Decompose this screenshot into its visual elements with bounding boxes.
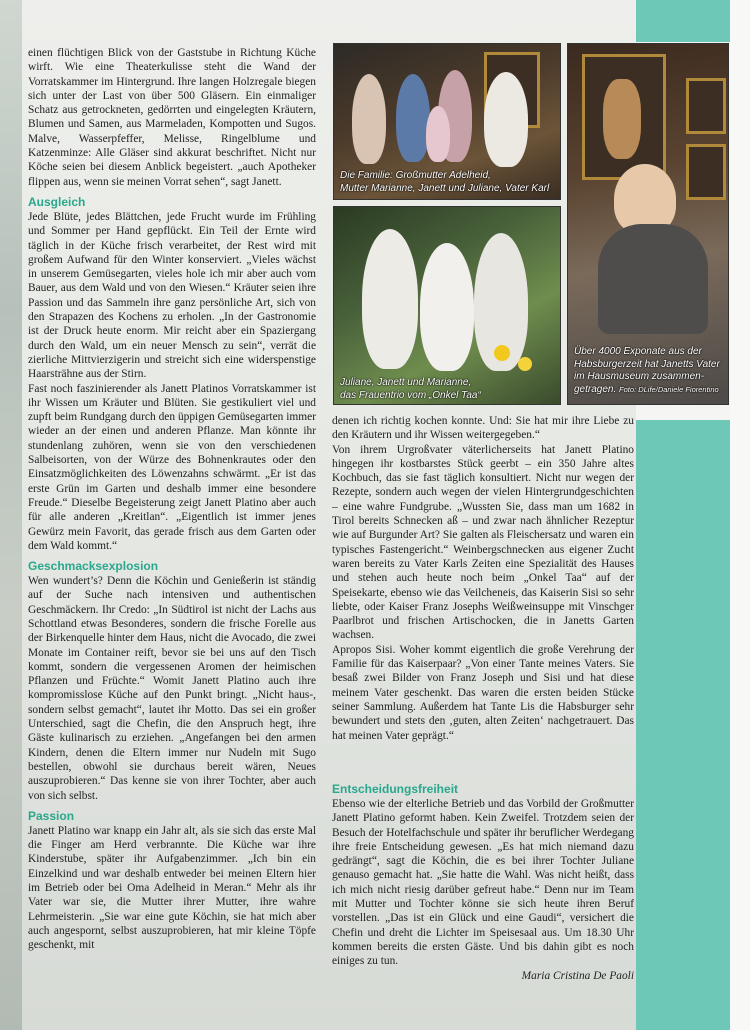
background-left-strip (0, 0, 22, 1030)
caption-line: im Hausmuseum zusammen- (574, 371, 705, 382)
paragraph: Janett Platino war knapp ein Jahr alt, als sie sich das erste Mal die Finger am Herd verbrannte. Die Küche war ihre Kinderstube, später ihr Aufgabenzimmer. „Ich bin ein Einzelkind und war deshalb entweder bei meinen Eltern hier im Betrieb oder bei Oma Adelheid in Meran.“ Mehr als ihr Vater war sie, die Mutter ihrer Mutter, ihre wahre Lehrmeisterin. „Sie war eine gute Köchin, sie hat mich aber auch angespornt, selbst auszuprobieren, hat mir kleine Töpfe geschenkt, mit (28, 824, 316, 952)
caption-line: Juliane, Janett und Marianne, (340, 377, 472, 388)
paragraph: Apropos Sisi. Woher kommt eigentlich die große Verehrung der Familie für das Kaiserpaar? „Von einer Tante meines Vaters. Sie besaß zwei Bilder von Franz Joseph und Sisi und hat diese meinem Vater geschenkt. Das waren die ersten beiden Stücke seiner Sammlung. Außerdem hat Tante Lis die Habsburger sehr bewundert und stets den ‚guten, alten Zeiten‘ nachgetrauert. Das hat meinen Vater geprägt.“ (332, 643, 634, 742)
author-byline: Maria Cristina De Paoli (521, 969, 634, 982)
article-column-left (28, 46, 316, 953)
picture-frame (686, 78, 726, 134)
accent-bar-top (636, 0, 730, 42)
paragraph: Wen wundert’s? Denn die Köchin und Genießerin ist ständig auf der Suche nach intensiven und authentischen Geschmäckern. Ihr Credo: „In Südtirol ist nicht der Lachs aus Schottland etwas Besonderes, sondern die frische Forelle aus der Birkenquelle hinter dem Haus, nicht die Avocado, die zwei Monate im Container reift, bevor sie bei uns auf den Tisch kommt, sondern die vergessenen Aromen der heimischen Pflanzen und Früchte.“ Womit Janett Platino auch ihre kompromisslose Küche auf den Punkt bringt. „Nicht haus-, sondern selbst gemacht“, lautet ihr Motto. Das sei ein großer Unterschied, sagt die Chefin, die den Anspruch hegt, ihre Gäste kulinarisch zu erziehen. „Angefangen bei den armen Kindern, denen die Eltern immer nur Nudeln mit Sugo bestellen, obwohl sie durchaus bereit wären, Neues auszuprobieren.“ Das kenne sie von ihrer Tochter, aber auch von sich selbst. (28, 575, 316, 802)
person-figure (396, 74, 430, 162)
caption-line: Über 4000 Exponate aus der (574, 346, 702, 357)
caption-line: Mutter Marianne, Janett und Juliane, Vater Karl (340, 182, 550, 194)
picture-frame (686, 144, 726, 200)
section-heading-geschmacksexplosion: Geschmacksexplosion (28, 559, 159, 574)
photo-trio (333, 206, 561, 405)
person-figure (362, 229, 418, 369)
accent-bar-side (636, 420, 730, 1030)
photo-caption-janett (574, 346, 720, 396)
person-figure (420, 243, 474, 371)
person-figure (352, 74, 386, 164)
photo-janett (567, 43, 729, 405)
article-column-right-lower (332, 782, 634, 983)
paragraph: Fast noch faszinierender als Janett Platinos Vorratskammer ist ihr Wissen um Kräuter und Blüten. Sie gestikuliert viel und zupft beim Rundgang durch den üppigen Gemüsegarten immer wieder an der einen und anderen Pflanze. Man könnte ihr stundenlang zuhören, wenn sie von den verschiedenen Salbeisorten, von der Würze des Bohnenkrautes oder den Einsatzmöglichkeiten des Löwenzahns schwärmt. „Er ist das erste Grün im Garten und deshalb immer eine besondere Freude.“ Dieselbe Begeisterung zeigt Janett Platino aber auch für alle anderen „Kreitlan“. „Eigentlich ist immer jenes Gewürz mein Favorit, das gerade frisch aus dem Garten oder dem Wald kommt.“ (28, 382, 316, 552)
paragraph: Von ihrem Urgroßvater väterlicherseits hat Janett Platino hingegen ihr kostbarstes Stück geerbt – ein 350 Jahre altes Kochbuch, das sie fast täglich konsultiert. Nicht nur wegen der Rezepte, sondern auch wegen der vielen Hintergrundgeschichten – eine wahre Fundgrube. „Wussten Sie, dass man um 1682 in Tirol bereits Schnecken aß – und zwar nach ähnlicher Rezeptur wie auf Burgunder Art? Sie galten als Fleischersatz und waren ein typisches Fastengericht.“ Weinbergschnecken aus eigener Zucht waren bereits zu Vater Karls Zeiten eine Spezialität des Hauses und stehen auch heute noch beim „Onkel Taa“ auf der Speisekarte, ebenso wie das Veilcheneis, das Kaiserin Sisi so sehr liebte, oder Kaiser Franz Josephs Weißweinsuppe mit Vinschger Paarlbrot und frischen Artischocken, die in Janetts Garten wachsen. (332, 443, 634, 642)
photo-credit: Foto: DLife/Daniele Fiorentino (619, 384, 719, 394)
photo-caption-family (340, 170, 549, 195)
paragraph: einen flüchtigen Blick von der Gaststube in Richtung Küche wirft. Wie eine Theaterkulisse steht die Wand der Vorratskammer im Hintergrund. Ihre langen Holzregale biegen sich unter der Last von über 500 Gläsern. Ein einmaliger Schatz aus getrockneten, gedörrten und eingelegten Kräutern, Blumen und Samen, aus Marmeladen, Kompotten und Sugos. Malve, Wasserpfeffer, Melisse, Ringelblume und Katzenminze: Alle Gläser sind akkurat beschriftet. Nicht nur Köche seien bei diesem Anblick begeistert. „auch Apotheker flippen aus, wenn sie meinen Vorrat sehen“, sagt Janett. (28, 47, 316, 188)
section-heading-passion: Passion (28, 808, 75, 823)
person-figure (426, 106, 450, 162)
paragraph: Ebenso wie der elterliche Betrieb und das Vorbild der Großmutter Janett Platino geformt haben. Kein Zweifel. Trotzdem seien der Besuch der Hotelfachschule und später ihr beruflicher Werdegang ihre freie Entscheidung gewesen. „Es hat mich niemand dazu gedrängt“, sagt die Köchin, die es bei ihrer Tochter Juliane genauso gemacht hat. „Sie hatte die Wahl. Was nicht heißt, dass ich mich nicht riesig darüber gefreut habe.“ Denn nur im Team mit Mutter und Tochter könne sie sich heute ihren Beruf vorstellen. „Das ist ein Glück und eine Gaudi“, versichert die Chefin und dreht die Lichter im Speisesaal aus. Um 18.30 Uhr kommen bereits die ersten Gäste. Und bis dahin gibt es noch einiges zu tun. (332, 798, 634, 968)
person-figure (598, 224, 708, 334)
page-edge (730, 0, 750, 1030)
caption-line: das Frauentrio vom „Onkel Taa“ (340, 389, 481, 401)
article-column-right-upper (332, 414, 634, 743)
caption-line: Die Familie: Großmutter Adelheid, (340, 170, 491, 181)
person-figure (484, 72, 528, 167)
portrait-frame (582, 54, 666, 180)
photo-caption-trio (340, 377, 481, 402)
caption-line-end: getragen. (574, 383, 617, 395)
caption-line: Habsburgerzeit hat Janetts Vater (574, 358, 720, 370)
paragraph: denen ich richtig kochen konnte. Und: Sie hat mir ihre Liebe zu den Kräutern und ihr Wissen weitergegeben.“ (332, 415, 634, 442)
flower-icon (494, 345, 510, 361)
portrait-figure (603, 79, 641, 159)
caption-line (574, 384, 720, 397)
section-heading-entscheidungsfreiheit: Entscheidungsfreiheit (332, 782, 459, 796)
photo-family (333, 43, 561, 200)
flower-icon (518, 357, 532, 371)
section-heading-ausgleich: Ausgleich (28, 194, 86, 209)
paragraph: Jede Blüte, jedes Blättchen, jede Frucht wurde im Frühling und Sommer per Hand gepflückt. Ein Teil der Ernte wird täglich in der Küche frisch verarbeitet, der Rest wird mit großem Aufwand für den Winter konserviert. „Vieles wächst in unserem Gemüsegarten, vieles hole ich mir aber auch vom Bauer, aus dem Wald und von den Wiesen.“ Kräuter seien ihre Passion und das Sammeln ihre ganz persönliche Art, sich von den Strapazen des Kochens zu erholen. „In der Gastronomie ist der Druck heute enorm. Mir reicht aber ein Spaziergang durch den Wald, um ein neuer Mensch zu sein“, verrät die zierliche Mittvierzigerin und streicht sich eine widerspenstige Haarsträhne aus der Stirn. (28, 210, 316, 381)
